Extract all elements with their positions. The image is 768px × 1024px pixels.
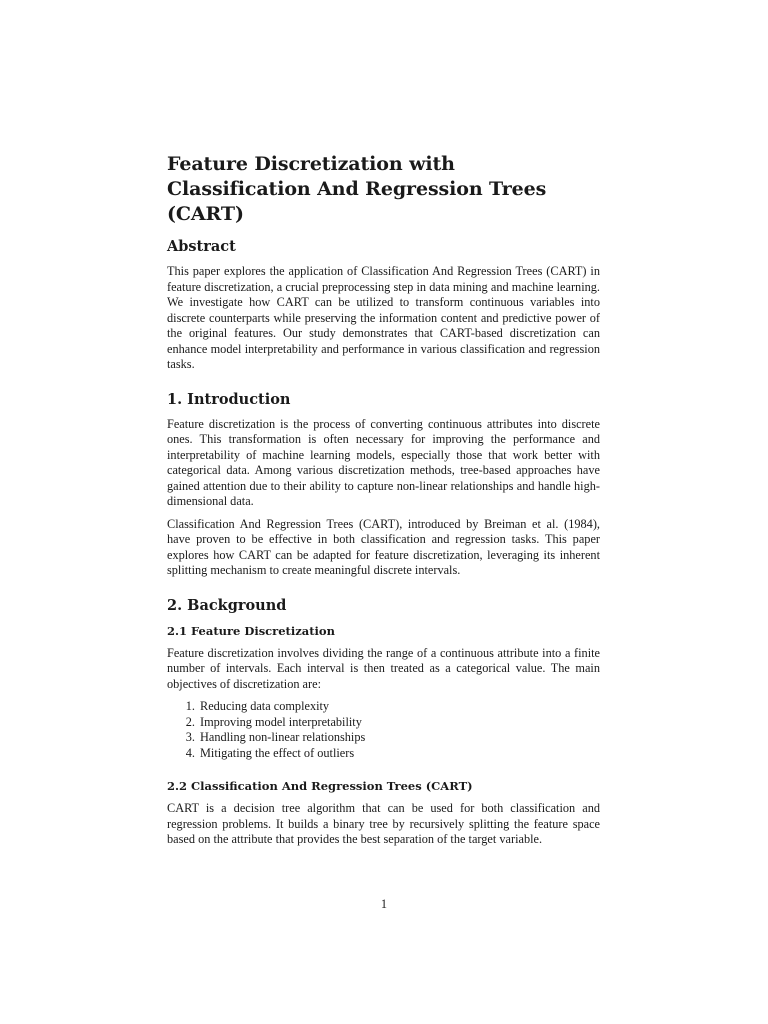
abstract-heading: Abstract <box>167 238 236 255</box>
abstract-text: This paper explores the application of Classification And Regression Trees (CART) in feature discretization, a crucial preprocessing step in data mining and machine learning. We investigate how CART can be utilized to transform continuous variables into discrete counterparts while preserving the information content and predictive power of the original features. Our study demonstrates that CART-based discretization can enhance model interpretability and performance in various classification and regression tasks. <box>167 264 600 371</box>
feature-discretization-text: Feature discretization involves dividing the range of a continuous attribute into a finite number of intervals. Each interval is then treated as a categorical value. The main objectives of discretization are: <box>167 645 600 691</box>
cart-text: CART is a decision tree algorithm that can be used for both classification and regression problems. It builds a binary tree by recursively splitting the feature space based on the attribute that provides the best separation of the target variable. <box>167 801 600 846</box>
paper-page <box>167 152 600 855</box>
introduction-heading: 1. Introduction <box>167 390 291 408</box>
list-item: 3. Handling non-linear relationships <box>198 730 600 746</box>
background-heading: 2. Background <box>167 596 287 614</box>
page-number: 1 <box>380 897 388 911</box>
paper-title: Feature Discretization with Classification And Regression Trees (CART) <box>167 153 547 225</box>
list-item: 2. Improving model interpretability <box>198 715 600 731</box>
list-item: 4. Mitigating the effect of outliers <box>198 746 600 762</box>
introduction-paragraph-2: Classification And Regression Trees (CART), introduced by Breiman et al. (1984), have proven to be effective in both classification and regression tasks. This paper explores how CART can be adapted for feature discretization, leveraging its inherent splitting mechanism to create meaningful discrete intervals. <box>167 516 600 577</box>
introduction-paragraph-1: Feature discretization is the process of converting continuous attributes into discrete ones. This transformation is often necessary for improving the performance and interpretability of machine learning models, especially those that work better with categorical data. Among various discretization methods, tree-based approaches have gained attention due to their ability to capture non-linear relationships and handle high-dimensional data. <box>167 416 600 508</box>
cart-heading: 2.2 Classification And Regression Trees (CART) <box>167 779 473 793</box>
feature-discretization-heading: 2.1 Feature Discretization <box>167 623 335 638</box>
list-item: 1. Reducing data complexity <box>198 699 600 715</box>
objectives-list <box>167 699 600 761</box>
